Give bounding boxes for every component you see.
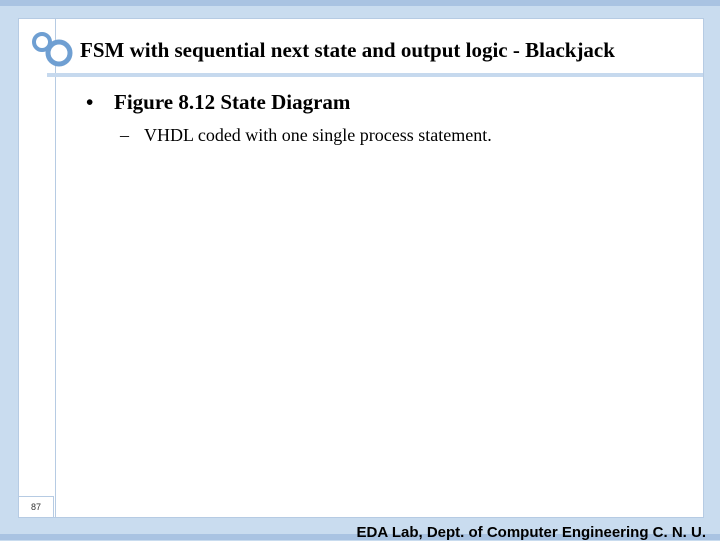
left-vertical-rule <box>55 19 56 517</box>
top-border-strip <box>0 0 720 6</box>
page-number: 87 <box>18 496 54 518</box>
two-circles-logo-icon <box>30 30 78 78</box>
footer-text: EDA Lab, Dept. of Computer Engineering C. N. U. <box>356 524 706 541</box>
sub-bullet-marker: – <box>120 125 129 145</box>
bullet-text: Figure 8.12 State Diagram <box>114 90 351 114</box>
sub-bullet-text: VHDL coded with one single process statement. <box>144 125 492 145</box>
bullet-level-2 <box>120 125 492 146</box>
bullet-level-1 <box>86 90 350 115</box>
title-underline-rule <box>47 73 703 77</box>
bullet-marker: • <box>86 90 94 114</box>
slide-title: FSM with sequential next state and output logic - Blackjack <box>80 38 615 62</box>
